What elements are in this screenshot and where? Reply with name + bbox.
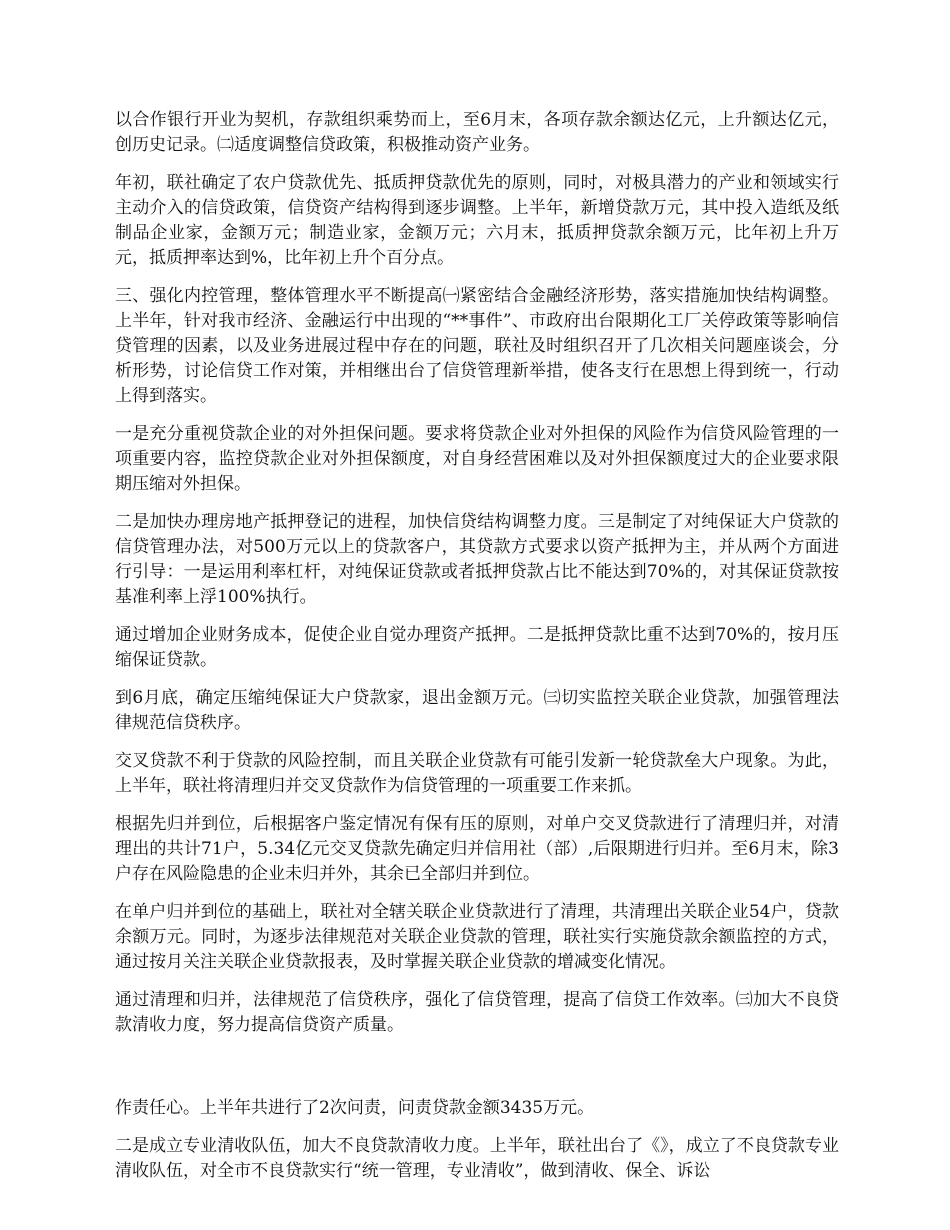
paragraph-8: 交叉贷款不利于贷款的风险控制，而且关联企业贷款有可能引发新一轮贷款垒大户现象。为此，上半年，联社将清理归并交叉贷款作为信贷管理的一项重要工作来抓。 — [115, 751, 839, 796]
paragraph-13: 二是成立专业清收队伍，加大不良贷款清收力度。上半年，联社出台了《》，成立了不良贷款专业清收队伍，对全市不良贷款实行“统一管理，专业清收”，做到清收、保全、诉讼 — [115, 1136, 839, 1181]
paragraph-9: 根据先归并到位，后根据客户鉴定情况有保有压的原则，对单户交叉贷款进行了清理归并，对清理出的共计71户，5.34亿元交叉贷款先确定归并信用社（部）,后限期进行归并。至6月末，除3户存在风险隐患的企业未归并外，其余已全部归并到位。 — [115, 814, 839, 884]
paragraph-12: 作责任心。上半年共进行了2次问责，问责贷款金额3435万元。 — [115, 1098, 595, 1118]
paragraph-2: 年初，联社确定了农户贷款优先、抵质押贷款优先的原则，同时，对极具潜力的产业和领域实行主动介入的信贷政策，信贷资产结构得到逐步调整。上半年，新增贷款万元，其中投入造纸及纸制品企业家，金额万元；制造业家，金额万元；六月末，抵质押贷款余额万元，比年初上升万元，抵质押率达到%，比年初上升个百分点。 — [115, 173, 839, 268]
paragraph-4: 一是充分重视贷款企业的对外担保问题。要求将贷款企业对外担保的风险作为信贷风险管理的一项重要内容，监控贷款企业对外担保额度，对自身经营困难以及对外担保额度过大的企业要求限期压缩对外担保。 — [115, 424, 839, 494]
paragraph-5: 二是加快办理房地产抵押登记的进程，加快信贷结构调整力度。三是制定了对纯保证大户贷款的信贷管理办法，对500万元以上的贷款客户，其贷款方式要求以资产抵押为主，并从两个方面进行引导：一是运用利率杠杆，对纯保证贷款或者抵押贷款占比不能达到70%的，对其保证贷款按基准利率上浮100%执行。 — [115, 512, 839, 607]
document-body — [115, 108, 839, 1197]
paragraph-10: 在单户归并到位的基础上，联社对全辖关联企业贷款进行了清理，共清理出关联企业54户，贷款余额万元。同时，为逐步法律规范对关联企业贷款的管理，联社实行实施贷款余额监控的方式，通过按月关注关联企业贷款报表，及时掌握关联企业贷款的增减变化情况。 — [115, 902, 839, 972]
paragraph-11: 通过清理和归并，法律规范了信贷秩序，强化了信贷管理，提高了信贷工作效率。㈢加大不良贷款清收力度，努力提高信贷资产质量。 — [115, 990, 839, 1035]
paragraph-1: 以合作银行开业为契机，存款组织乘势而上，至6月末，各项存款余额达亿元，上升额达亿元，创历史记录。㈡适度调整信贷政策，积极推动资产业务。 — [115, 110, 839, 155]
paragraph-7: 到6月底，确定压缩纯保证大户贷款家，退出金额万元。㈢切实监控关联企业贷款，加强管理法律规范信贷秩序。 — [115, 688, 839, 733]
paragraph-6: 通过增加企业财务成本，促使企业自觉办理资产抵押。二是抵押贷款比重不达到70%的，按月压缩保证贷款。 — [115, 625, 839, 670]
paragraph-3: 三、强化内控管理，整体管理水平不断提高㈠紧密结合金融经济形势，落实措施加快结构调整。上半年，针对我市经济、金融运行中出现的“**事件”、市政府出台限期化工厂关停政策等影响信贷管理的因素，以及业务进展过程中存在的问题，联社及时组织召开了几次相关问题座谈会，分析形势，讨论信贷工作对策，并相继出台了信贷管理新举措，使各支行在思想上得到统一，行动上得到落实。 — [115, 286, 839, 406]
